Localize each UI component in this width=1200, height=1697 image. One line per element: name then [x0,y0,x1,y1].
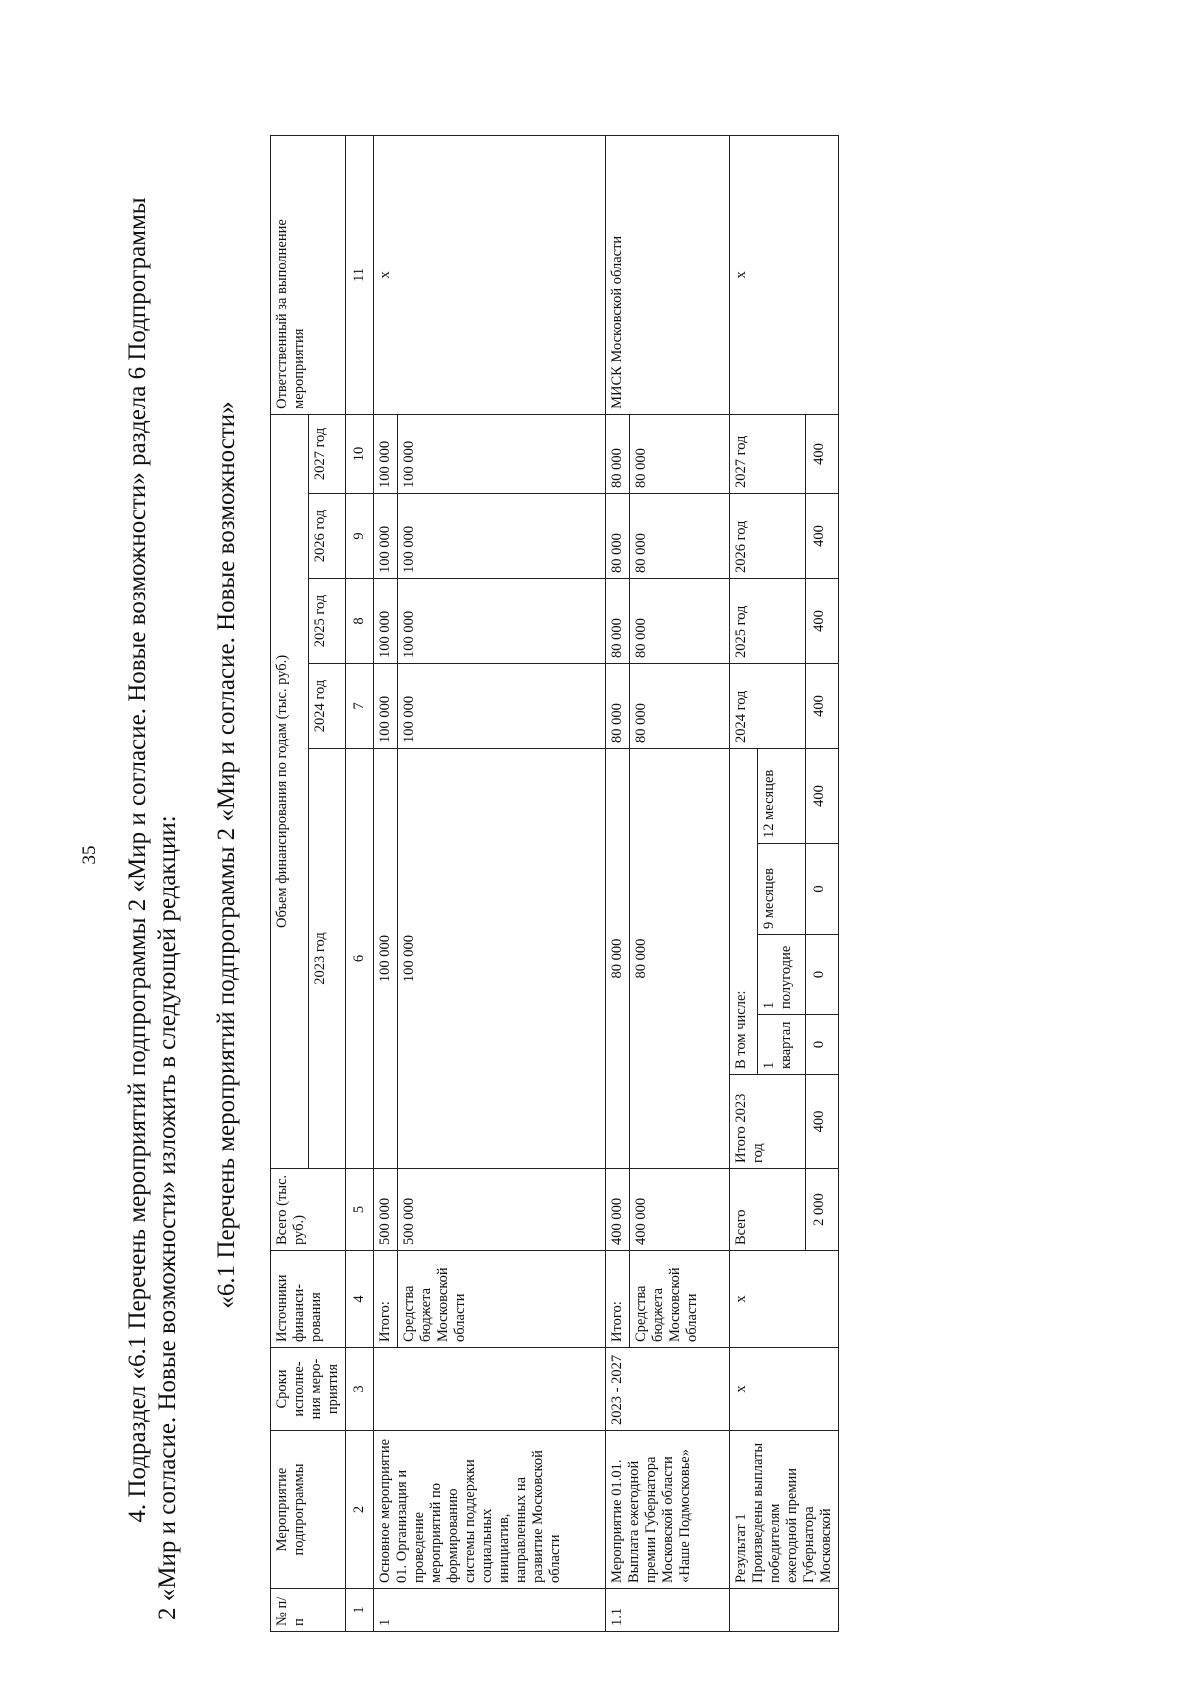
row-2025: 80 000 [606,579,630,664]
table-row [606,135,630,1631]
row-total: 500 000 [398,1169,606,1251]
result-header-2026: 2026 год [730,494,806,579]
result-total: 2 000 [806,1169,839,1251]
header-event: Мероприятие подпрограммы [271,1431,346,1589]
result-2026: 400 [806,494,839,579]
result-2024: 400 [806,664,839,749]
row-2026: 100 000 [398,494,606,579]
row-source: Итого: [606,1251,630,1348]
row-source: Итого: [374,1251,398,1348]
row-2023: 100 000 [374,749,398,1169]
section-subtitle: «6.1 Перечень мероприятий подпрограммы 2 «Мир и согласие. Новые возможности» [213,401,240,1309]
header-funding: Объем финансирования по годам (тыс. руб.) [271,414,309,1168]
header-sources: Источники финанси-рования [271,1251,346,1348]
header-2024: 2024 год [308,664,346,749]
col-number: 6 [346,749,374,1169]
row-2027: 100 000 [398,414,606,493]
result-header-total: Всего [730,1169,806,1251]
col-number: 9 [346,494,374,579]
row-total: 400 000 [606,1169,630,1251]
col-number: 11 [346,135,374,414]
row-2025: 100 000 [398,579,606,664]
col-number: 7 [346,664,374,749]
result-header-q1: 1 квартал [758,1015,806,1075]
result-header-2025: 2025 год [730,579,806,664]
result-header-9m: 9 месяцев [758,844,806,935]
row-num: 1 [374,1589,606,1632]
result-responsible: х [730,135,839,414]
row-2027: 80 000 [606,414,630,493]
result-header-12m: 12 месяцев [758,749,806,844]
row-2027: 100 000 [374,414,398,493]
intro-line-1: 4. Подраздел «6.1 Перечень мероприятий подпрограммы 2 «Мир и согласие. Новые возможности» раздела 6 Подпрограммы [124,197,151,1523]
rotated-content [65,50,1155,1660]
row-event: Основное мероприятие 01. Организация и проведение мероприятий по формированию системы поддержки социальных инициатив, направленных на развитие Московской области [374,1431,606,1589]
row-total: 400 000 [630,1169,730,1251]
row-2026: 100 000 [374,494,398,579]
col-number: 1 [346,1589,374,1632]
events-table [270,135,839,1632]
header-total: Всего (тыс. руб.) [271,1169,346,1251]
header-row [271,135,309,1631]
row-2023: 80 000 [630,749,730,1169]
result-event: Результат 1 Произведены выплаты победителям ежегодной премии Губернатора Московской [730,1431,839,1589]
result-h1: 0 [806,935,839,1015]
result-header-itogo: Итого 2023 год [730,1075,806,1169]
row-terms [374,1348,606,1431]
col-number: 2 [346,1431,374,1589]
header-num: № п/п [271,1589,346,1632]
result-2027: 400 [806,414,839,493]
result-12m: 400 [806,749,839,844]
row-2026: 80 000 [606,494,630,579]
row-terms: 2023 - 2027 [606,1348,730,1431]
row-2025: 80 000 [630,579,730,664]
header-2025: 2025 год [308,579,346,664]
row-source: Средства бюджета Московской области [398,1251,606,1348]
row-responsible: МИСК Московской области [606,135,730,414]
row-source: Средства бюджета Московской области [630,1251,730,1348]
col-number: 4 [346,1251,374,1348]
row-2024: 80 000 [630,664,730,749]
row-2025: 100 000 [374,579,398,664]
row-event: Мероприятие 01.01. Выплата ежегодной премии Губернатора Московской области «Наше Подмосковье» [606,1431,730,1589]
result-itogo: 400 [806,1075,839,1169]
result-header-row [730,135,758,1631]
intro-paragraph [123,100,183,1620]
result-num [730,1589,839,1632]
header-2027: 2027 год [308,414,346,493]
result-header-incl: В том числе: [730,749,758,1075]
table-row [374,135,398,1631]
row-2024: 80 000 [606,664,630,749]
result-source: х [730,1251,839,1348]
row-2024: 100 000 [374,664,398,749]
row-2024: 100 000 [398,664,606,749]
row-2023: 80 000 [606,749,630,1169]
header-terms: Сроки исполне-ния меро-приятия [271,1348,346,1431]
col-number: 8 [346,579,374,664]
col-number: 10 [346,414,374,493]
row-num: 1.1 [606,1589,730,1632]
header-responsible: Ответственный за выполнение мероприятия [271,135,346,414]
result-header-h1: 1 полугодие [758,935,806,1015]
col-number: 5 [346,1169,374,1251]
result-2025: 400 [806,579,839,664]
header-2023: 2023 год [308,749,346,1169]
row-responsible: х [374,135,606,414]
row-2026: 80 000 [630,494,730,579]
result-q1: 0 [806,1015,839,1075]
result-terms: х [730,1348,839,1431]
result-header-2024: 2024 год [730,664,806,749]
result-header-2027: 2027 год [730,414,806,493]
result-9m: 0 [806,844,839,935]
page-number: 35 [79,845,100,865]
header-2026: 2026 год [308,494,346,579]
column-numbers-row [346,135,374,1631]
col-number: 3 [346,1348,374,1431]
intro-line-2: 2 «Мир и согласие. Новые возможности» изложить в следующей редакции: [154,815,181,1620]
row-2023: 100 000 [398,749,606,1169]
row-total: 500 000 [374,1169,398,1251]
row-2027: 80 000 [630,414,730,493]
